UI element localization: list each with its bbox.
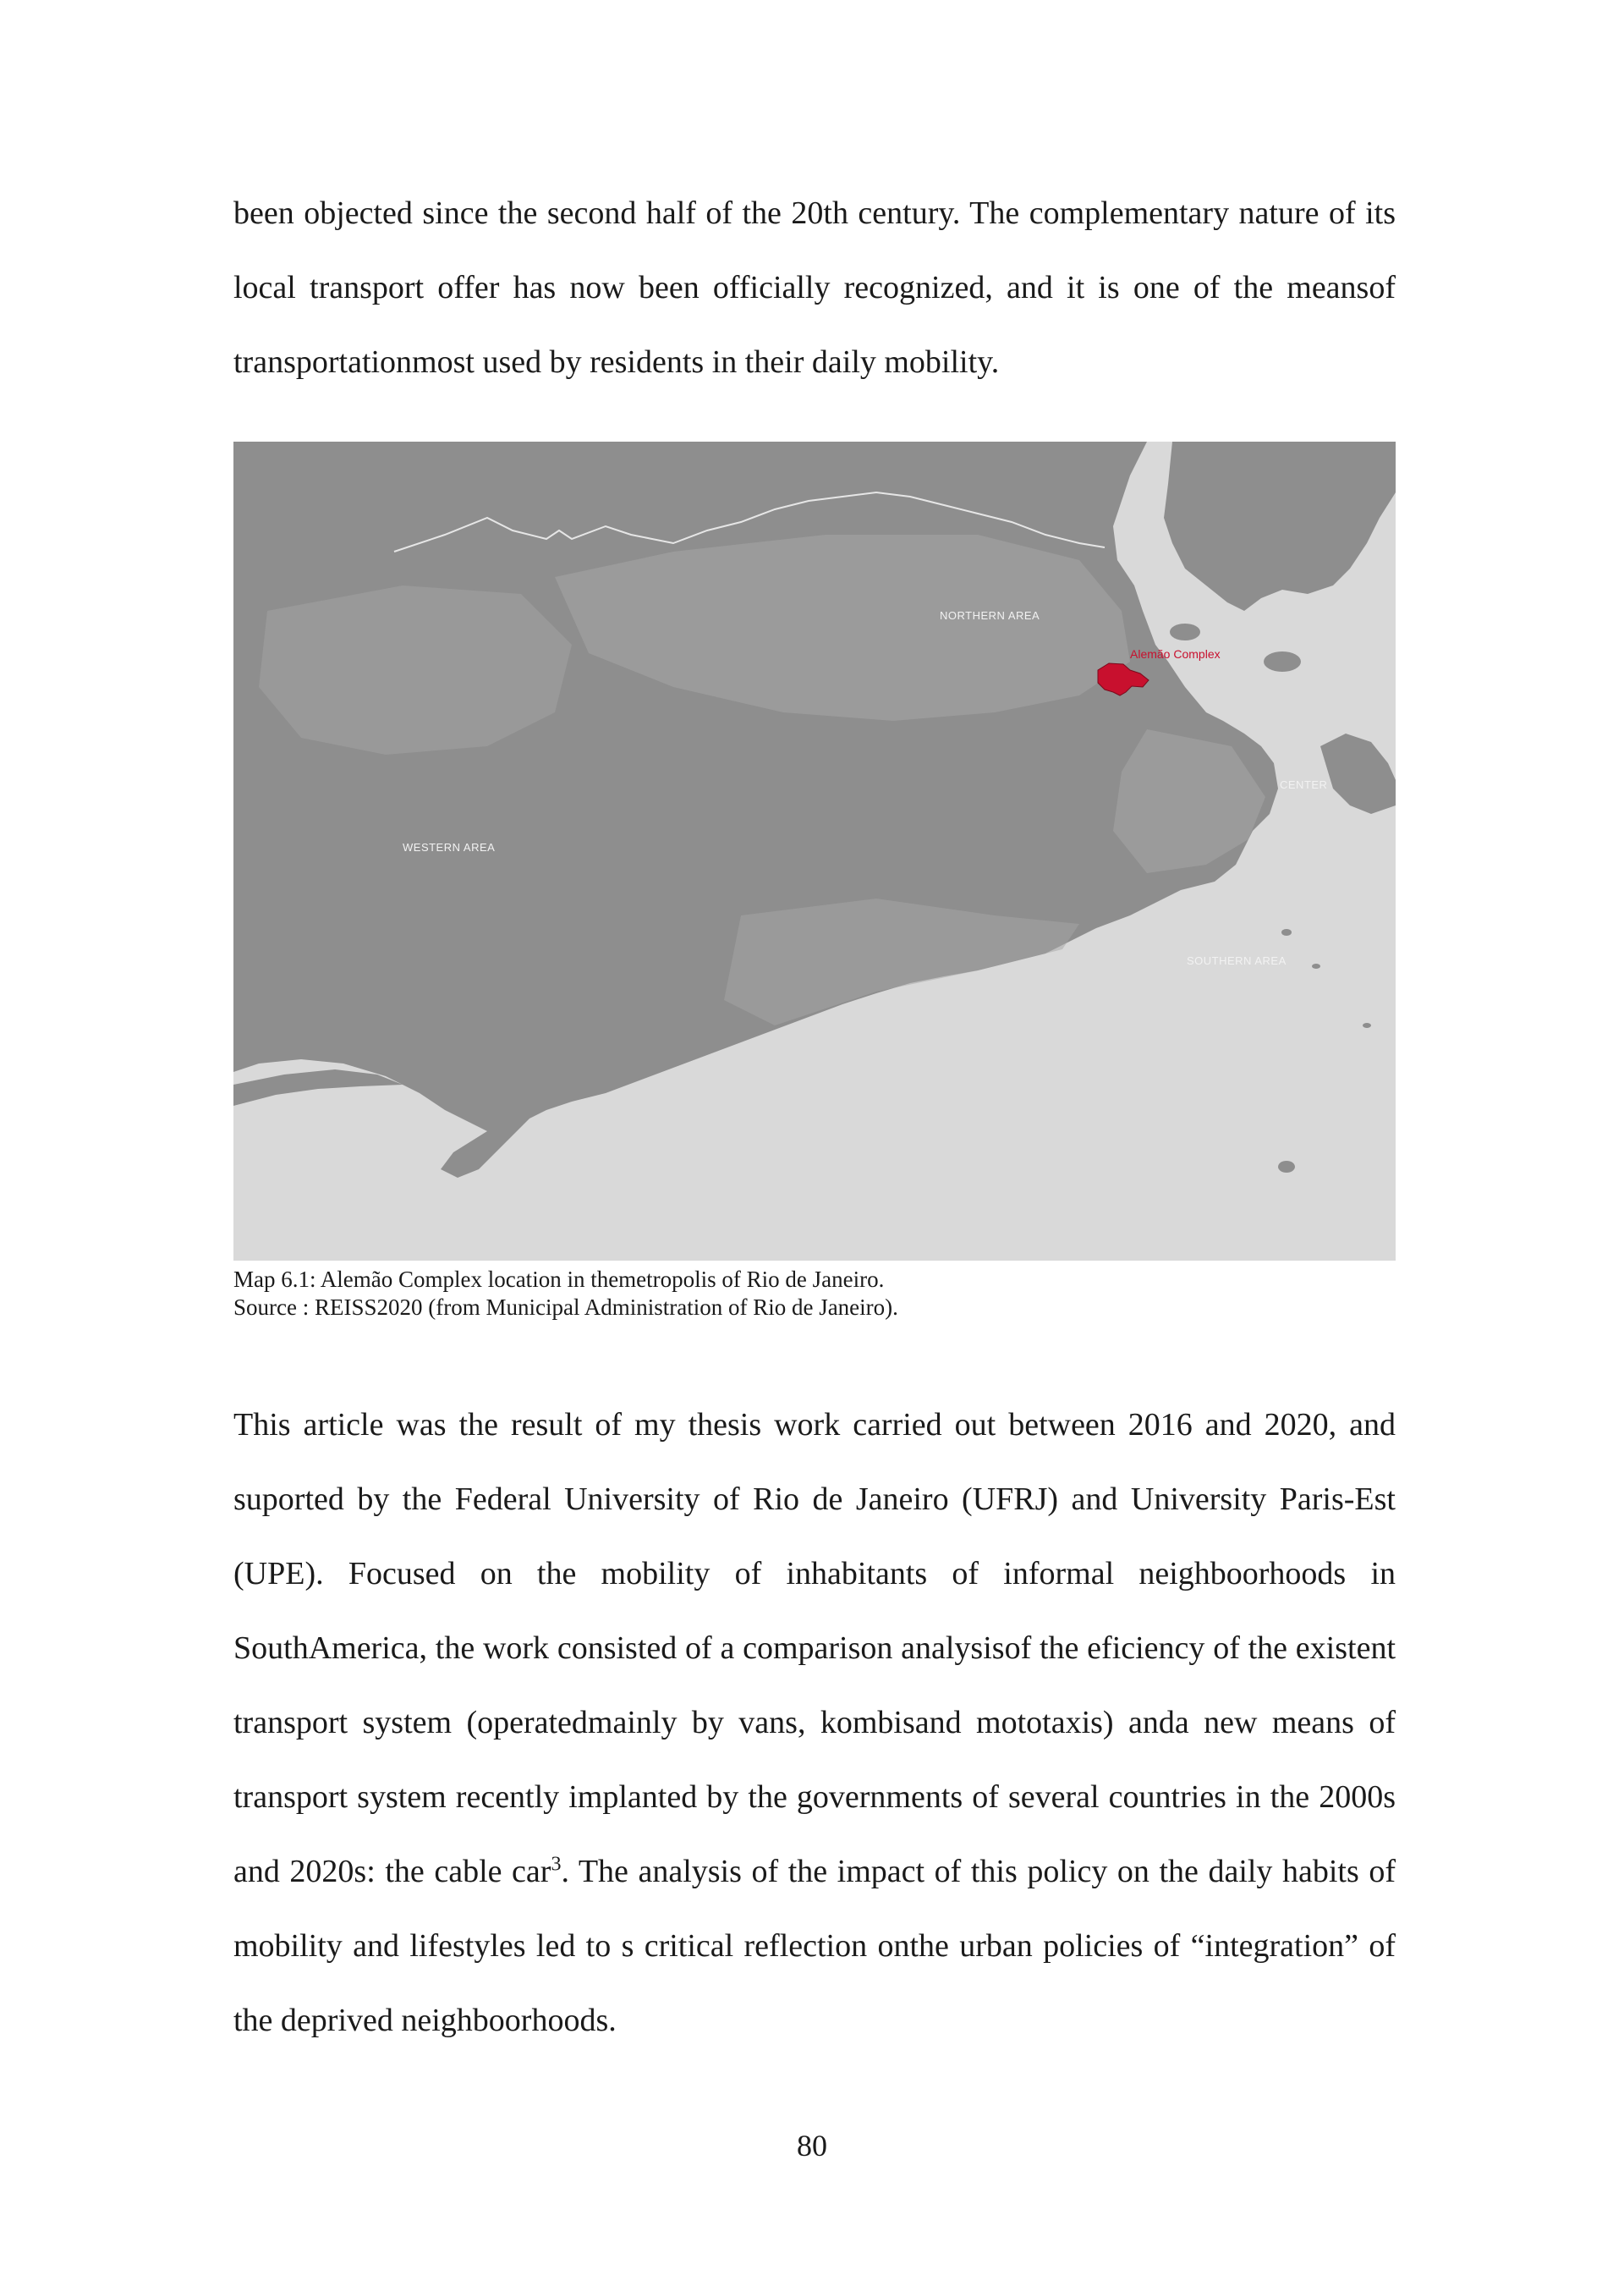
label-southern-area: SOUTHERN AREA xyxy=(1187,954,1287,967)
paragraph-text-part2: . The analysis of the impact of this policy on the daily habits of mobility and lifestyles led to s critical reflection onthe urban policies of “integration” of the deprived neighboorhoods. xyxy=(233,1854,1396,2038)
body-paragraph-top: been objected since the second half of the 20th century. The complementary nature of its local transport offer has now been officially recognized, and it is one of the meansof transportationmost used by residents in their daily mobility. xyxy=(233,195,1396,380)
island xyxy=(1363,1023,1371,1028)
caption-source: Source : REISS2020 (from Municipal Administration of Rio de Janeiro). xyxy=(233,1294,898,1320)
island xyxy=(1264,651,1301,672)
label-center: CENTER xyxy=(1280,778,1328,791)
label-alemao-complex: Alemão Complex xyxy=(1130,647,1221,661)
island xyxy=(1281,929,1292,936)
island xyxy=(1312,964,1320,969)
rio-map-graphic xyxy=(233,442,1396,1261)
label-northern-area: NORTHERN AREA xyxy=(940,609,1040,622)
paragraph-text-part1: This article was the result of my thesis work carried out between 2016 and 2020, and suported by the Federal University of Rio de Janeiro (UFRJ) and University Paris-Est (UPE). Focused on the mobility of inhabitants of informal neighboorhoods in SouthAmerica, the work consisted of a comparison analysisof the eficiency of the existent transport system (operatedmainly by vans, kombisand mototaxis) anda new means of transport system recently implanted by the governments of several countries in the 2000s and 2020s: the cable car xyxy=(233,1407,1396,1889)
footnote-marker[interactable]: 3 xyxy=(551,1853,562,1876)
island xyxy=(1170,624,1200,640)
map-caption xyxy=(233,1266,1396,1322)
page-number: 80 xyxy=(797,2129,827,2163)
caption-title: Map 6.1: Alemão Complex location in themetropolis of Rio de Janeiro. xyxy=(233,1267,885,1292)
rio-map xyxy=(233,442,1396,1261)
body-paragraph-bottom xyxy=(233,1388,1396,2058)
label-western-area: WESTERN AREA xyxy=(403,841,496,854)
island xyxy=(1278,1161,1295,1173)
